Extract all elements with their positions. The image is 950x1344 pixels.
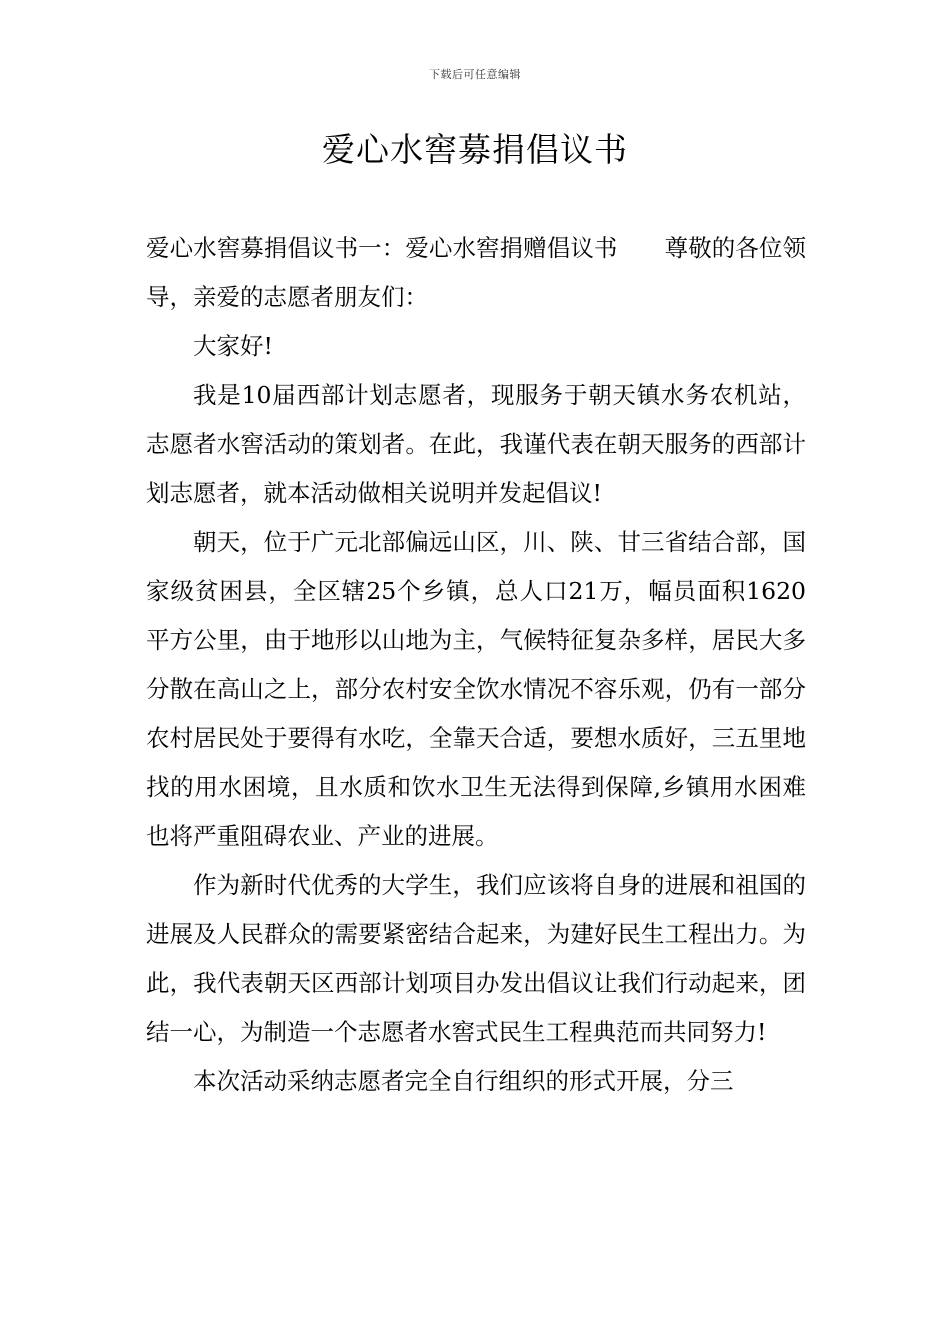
paragraph-activity-format: 本次活动采纳志愿者完全自行组织的形式开展，分三 xyxy=(193,1067,734,1095)
paragraph-self-introduction: 我是10届西部计划志愿者，现服务于朝天镇水务农机站，志愿者水窖活动的策划者。在此，我谨代表在朝天服务的西部计划志愿者，就本活动做相关说明并发起倡议! xyxy=(146,381,806,507)
document-title: 爱心水窖募捐倡议书 xyxy=(322,130,628,169)
document-body xyxy=(146,224,806,1106)
paragraph-call-to-action: 作为新时代优秀的大学生，我们应该将自身的进展和祖国的进展及人民群众的需要紧密结合起来，为建好民生工程出力。为此，我代表朝天区西部计划项目办发出倡议让我们行动起来，团结一心，为制造一个志愿者水窖式民生工程典范而共同努力! xyxy=(146,871,806,1046)
paragraph-intro: 爱心水窖募捐倡议书一：爱心水窖捐赠倡议书 尊敬的各位领导，亲爱的志愿者朋友们： xyxy=(146,234,806,311)
paragraph-greeting: 大家好! xyxy=(193,332,273,360)
paragraph-background: 朝天，位于广元北部偏远山区，川、陕、甘三省结合部，国家级贫困县，全区辖25个乡镇，总人口21万，幅员面积1620平方公里，由于地形以山地为主，气候特征复杂多样，居民大多分散在高山之上，部分农村安全饮水情况不容乐观，仍有一部分农村居民处于要得有水吃，全靠天合适，要想水质好，三五里地找的用水困境，且水质和饮水卫生无法得到保障,乡镇用水困难也将严重阻碍农业、产业的进展。 xyxy=(146,528,806,850)
header-note: 下载后可任意编辑 xyxy=(429,68,521,81)
